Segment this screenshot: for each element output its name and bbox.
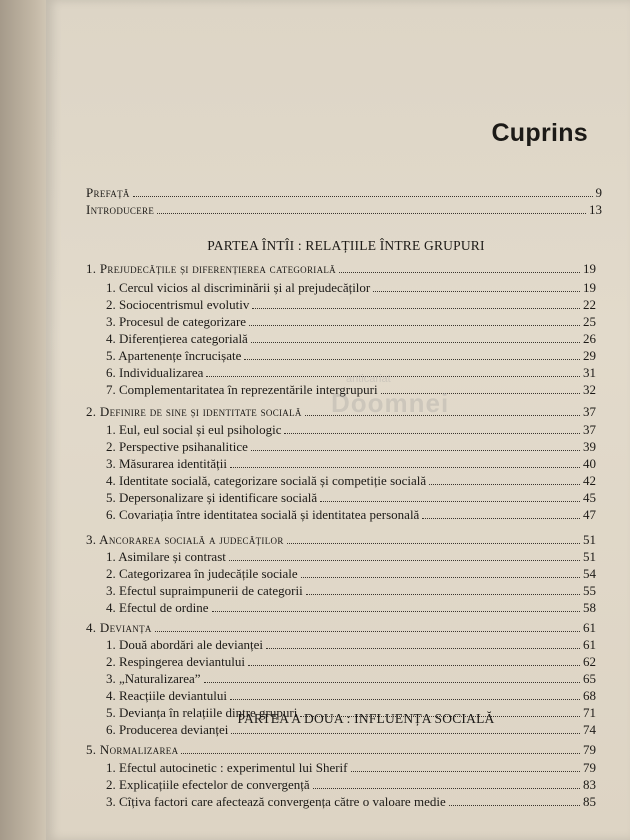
toc-chapter-4 xyxy=(86,620,596,636)
watermark-logo: Doomnei xyxy=(331,388,450,418)
toc-section: 5. Depersonalizare și identificare socială 45 xyxy=(106,490,596,505)
toc-section: 3. „Naturalizarea” 65 xyxy=(106,671,596,686)
toc-entry-introducere xyxy=(86,202,602,218)
toc-section: 4. Efectul de ordine 58 xyxy=(106,600,596,615)
toc-section: 5. Devianța în relațiile dintre grupuri 71 xyxy=(106,705,596,720)
toc-entry-label: 1. Prejudecățile și diferențierea categorială xyxy=(86,261,336,276)
leader-dots xyxy=(133,186,593,197)
toc-entry-page: 13 xyxy=(589,202,602,217)
toc-entry-label: 3. Ancorarea socială a judecăților xyxy=(86,532,284,547)
toc-section: 1. Efectul autocinetic : experimentul lui Sherif 79 xyxy=(106,760,596,775)
toc-section: 6. Individualizarea 31 xyxy=(106,365,596,380)
toc-section: 3. Măsurarea identității 40 xyxy=(106,456,596,471)
book-page xyxy=(46,0,630,840)
leader-dots xyxy=(339,262,580,273)
toc-section: 2. Categorizarea în judecățile sociale 54 xyxy=(106,566,596,581)
part-heading-2: PARTEA A DOUA : INFLUENȚA SOCIALĂ xyxy=(237,711,495,726)
toc-entry-page: 37 xyxy=(583,404,596,419)
leader-dots xyxy=(155,621,580,632)
toc-chapter-3 xyxy=(86,532,596,548)
toc-section: 2. Perspective psihanalitice 39 xyxy=(106,439,596,454)
toc-section: 6. Covariația între identitatea socială și identitatea personală 47 xyxy=(106,507,596,522)
book-edge xyxy=(0,0,50,840)
toc-entry-label: Introducere xyxy=(86,202,155,217)
leader-dots xyxy=(287,533,580,544)
toc-section: 6. Producerea devianței 74 xyxy=(106,722,596,737)
toc-entry-label: Prefață xyxy=(86,185,130,200)
toc-entry-page: 79 xyxy=(583,742,596,757)
toc-entry-label: 4. Devianța xyxy=(86,620,152,635)
toc-entry-prefata xyxy=(86,185,602,201)
watermark-subtitle: anticariat xyxy=(346,373,391,385)
leader-dots xyxy=(157,203,586,214)
leader-dots xyxy=(181,743,580,754)
toc-section: 7. Complementaritatea în reprezentările intergrupuri 32 xyxy=(106,382,596,397)
toc-section: 5. Apartenențe încrucișate 29 xyxy=(106,348,596,363)
toc-chapter-5 xyxy=(86,742,596,758)
toc-section: 1. Eul, eul social și eul psihologic 37 xyxy=(106,422,596,437)
toc-section: 2. Sociocentrismul evolutiv 22 xyxy=(106,297,596,312)
toc-section: 4. Reacțiile deviantului 68 xyxy=(106,688,596,703)
toc-entry-page: 9 xyxy=(595,185,602,200)
toc-section: 2. Respingerea deviantului 62 xyxy=(106,654,596,669)
page-title: Cuprins xyxy=(491,119,588,147)
toc-entry-page: 61 xyxy=(583,620,596,635)
toc-section: 4. Identitate socială, categorizare socială și competiție socială 42 xyxy=(106,473,596,488)
part-heading-1: PARTEA ÎNTÎI : RELAȚIILE ÎNTRE GRUPURI xyxy=(207,238,485,253)
toc-section: 2. Explicațiile efectelor de convergență 83 xyxy=(106,777,596,792)
toc-section: 3. Efectul supraimpunerii de categorii 55 xyxy=(106,583,596,598)
toc-entry-label: 5. Normalizarea xyxy=(86,742,179,757)
toc-entry-page: 19 xyxy=(583,261,596,276)
toc-section: 1. Două abordări ale devianței 61 xyxy=(106,637,596,652)
toc-section: 4. Diferențierea categorială 26 xyxy=(106,331,596,346)
toc-entry-label: 2. Definire de sine și identitate socială xyxy=(86,404,302,419)
toc-section: 1. Asimilare și contrast 51 xyxy=(106,549,596,564)
toc-entry-page: 51 xyxy=(583,532,596,547)
toc-section: 3. Procesul de categorizare 25 xyxy=(106,314,596,329)
toc-section: 3. Cîțiva factori care afectează convergența către o valoare medie 85 xyxy=(106,794,596,809)
toc-section: 1. Cercul vicios al discriminării și al prejudecăților 19 xyxy=(106,280,596,295)
toc-chapter-1 xyxy=(86,261,596,277)
